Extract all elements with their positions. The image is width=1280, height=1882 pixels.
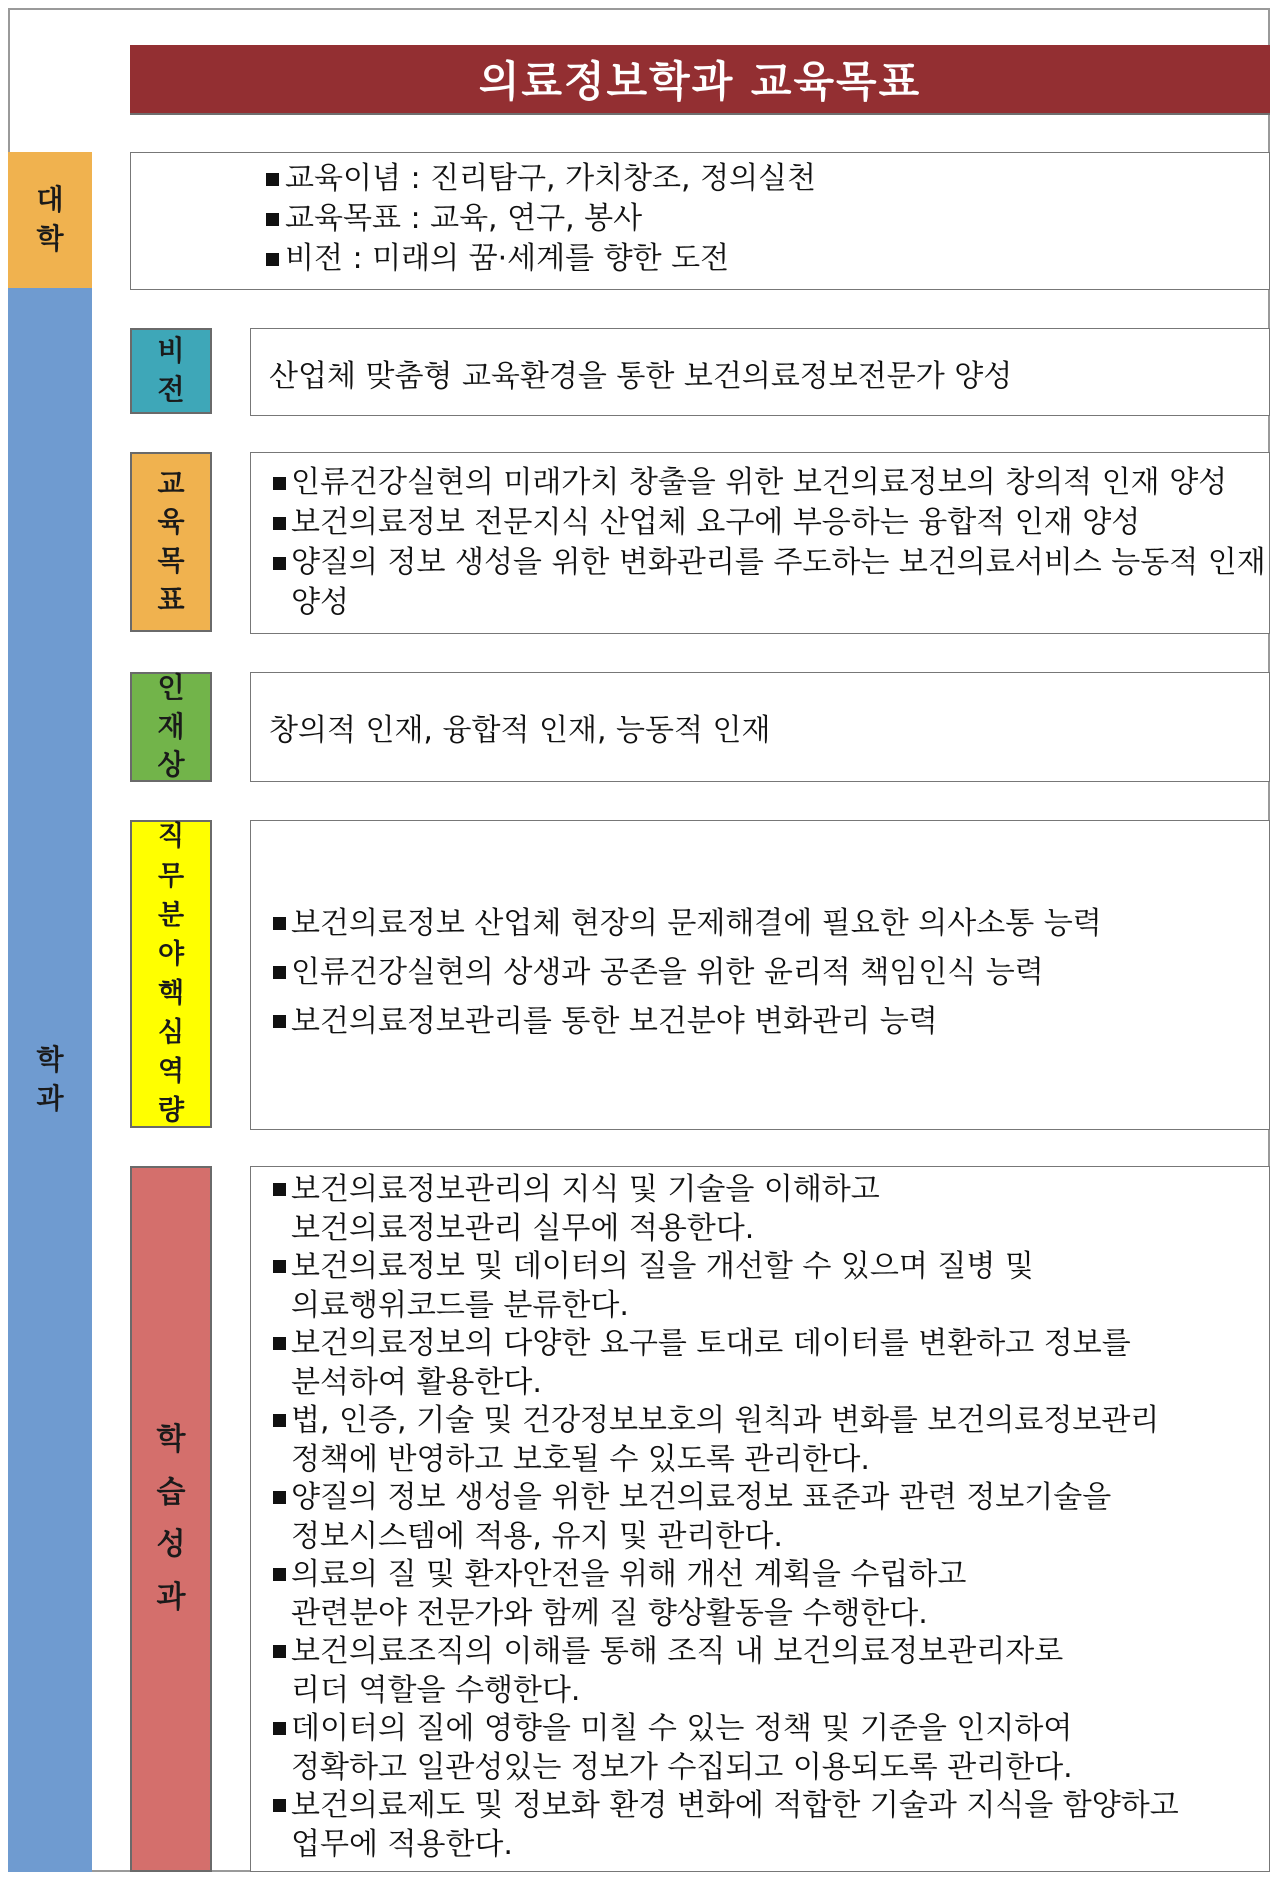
square-bullet-icon: [273, 1414, 286, 1427]
university-label-char: 대: [36, 183, 64, 217]
outcome-item: 양질의 정보 생성을 위한 보건의료정보 표준과 관련 정보기술을: [273, 1479, 1269, 1518]
edu-goal-item-cont: 양성: [291, 585, 349, 620]
university-box: [130, 152, 1270, 290]
university-label-char: 학: [36, 222, 64, 255]
competency-item: 인류건강실현의 상생과 공존을 위한 윤리적 책임인식 능력: [273, 948, 1269, 997]
competency-label: 직 무 분 야 핵 심 역 량: [130, 820, 212, 1128]
outcome-item: 보건의료정보의 다양한 요구를 토대로 데이터를 변환하고 정보를: [273, 1325, 1269, 1364]
square-bullet-icon: [273, 557, 286, 570]
department-label-char: 학: [36, 1043, 64, 1077]
edu-goal-item: 인류건강실현의 미래가치 창출을 위한 보건의료정보의 창의적 인재 양성: [273, 463, 1269, 503]
outcome-item-cont: 리더 역할을 수행한다.: [291, 1672, 581, 1708]
square-bullet-icon: [273, 1015, 286, 1028]
university-label: [8, 152, 92, 288]
edu-goal-item: 보건의료정보 전문지식 산업체 요구에 부응하는 융합적 인재 양성: [273, 503, 1269, 543]
vision-text: 산업체 맞춤형 교육환경을 통한 보건의료정보전문가 양성: [269, 359, 1013, 394]
square-bullet-icon: [273, 1645, 286, 1658]
square-bullet-icon: [273, 1183, 286, 1196]
square-bullet-icon: [273, 1568, 286, 1581]
outcome-label: 학 습 성 과: [130, 1166, 212, 1872]
outcome-item-cont: 분석하여 활용한다.: [291, 1364, 542, 1400]
outcome-item: 데이터의 질에 영향을 미칠 수 있는 정책 및 기준을 인지하여: [273, 1710, 1269, 1749]
square-bullet-icon: [273, 966, 286, 979]
outcome-item: 보건의료조직의 이해를 통해 조직 내 보건의료정보관리자로: [273, 1633, 1269, 1672]
square-bullet-icon: [266, 213, 279, 226]
square-bullet-icon: [273, 917, 286, 930]
square-bullet-icon: [273, 517, 286, 530]
outcome-item: 보건의료정보관리의 지식 및 기술을 이해하고: [273, 1171, 1269, 1210]
university-item: 교육이념 : 진리탐구, 가치창조, 정의실천: [266, 159, 1269, 199]
competency-item: 보건의료정보관리를 통한 보건분야 변화관리 능력: [273, 997, 1269, 1046]
outcome-item: 법, 인증, 기술 및 건강정보보호의 원칙과 변화를 보건의료정보관리: [273, 1402, 1269, 1441]
competency-box: [250, 820, 1270, 1130]
department-label-char: 과: [36, 1082, 64, 1115]
edu-goal-box: [250, 452, 1270, 634]
outcome-item: 의료의 질 및 환자안전을 위해 개선 계획을 수립하고: [273, 1556, 1269, 1595]
square-bullet-icon: [273, 1722, 286, 1735]
outcome-item-cont: 관련분야 전문가와 함께 질 향상활동을 수행한다.: [291, 1595, 928, 1631]
outcome-item: 보건의료정보 및 데이터의 질을 개선할 수 있으며 질병 및: [273, 1248, 1269, 1287]
talent-box: [250, 672, 1270, 782]
outcome-item-cont: 업무에 적용한다.: [291, 1826, 513, 1862]
square-bullet-icon: [266, 253, 279, 266]
university-item: 비전 : 미래의 꿈·세계를 향한 도전: [266, 239, 1269, 279]
square-bullet-icon: [273, 1491, 286, 1504]
outcome-item-cont: 정확하고 일관성있는 정보가 수집되고 이용되도록 관리한다.: [291, 1749, 1073, 1785]
vision-label: 비 전: [130, 328, 212, 414]
talent-text: 창의적 인재, 융합적 인재, 능동적 인재: [269, 713, 771, 748]
outcome-box: [250, 1166, 1270, 1872]
square-bullet-icon: [273, 1260, 286, 1273]
outcome-item-cont: 정책에 반영하고 보호될 수 있도록 관리한다.: [291, 1441, 870, 1477]
outcome-item: 보건의료제도 및 정보화 환경 변화에 적합한 기술과 지식을 함양하고: [273, 1787, 1269, 1826]
talent-label: 인 재 상: [130, 672, 212, 782]
edu-goal-item: 양질의 정보 생성을 위한 변화관리를 주도하는 보건의료서비스 능동적 인재: [273, 543, 1269, 583]
square-bullet-icon: [273, 477, 286, 490]
page-title: 의료정보학과 교육목표: [130, 45, 1270, 115]
square-bullet-icon: [273, 1799, 286, 1812]
vision-box: [250, 328, 1270, 416]
competency-item: 보건의료정보 산업체 현장의 문제해결에 필요한 의사소통 능력: [273, 899, 1269, 948]
university-item: 교육목표 : 교육, 연구, 봉사: [266, 199, 1269, 239]
edu-goal-label: 교 육 목 표: [130, 452, 212, 632]
outcome-item-cont: 정보시스템에 적용, 유지 및 관리한다.: [291, 1518, 783, 1554]
square-bullet-icon: [273, 1337, 286, 1350]
outcome-item-cont: 보건의료정보관리 실무에 적용한다.: [291, 1210, 755, 1246]
square-bullet-icon: [266, 173, 279, 186]
department-label: [8, 288, 92, 1872]
outcome-item-cont: 의료행위코드를 분류한다.: [291, 1287, 629, 1323]
